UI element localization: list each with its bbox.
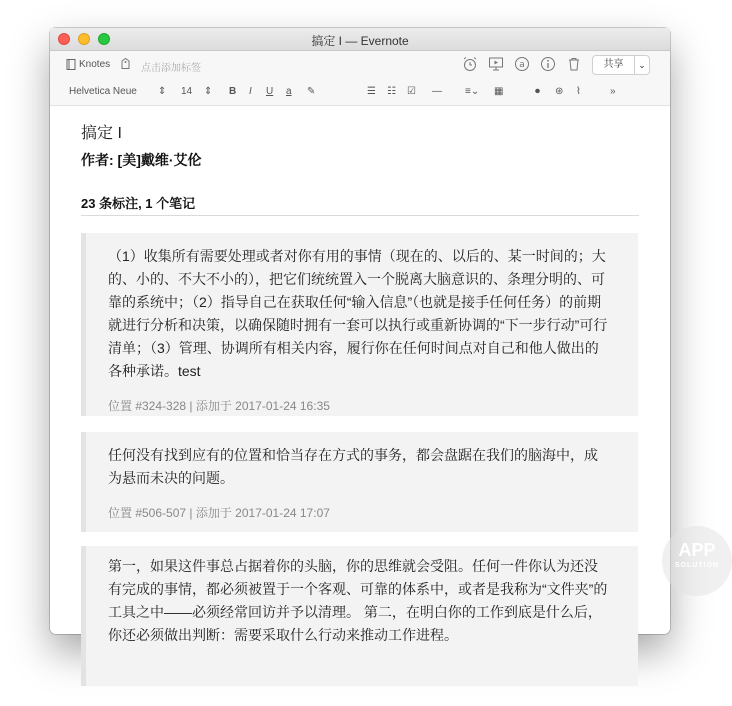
underline-icon[interactable]: U	[266, 86, 274, 97]
highlight-text: 任何没有找到应有的位置和恰当存在方式的事务，都会盘踞在我们的脑海中，成为悬而未决的问题。	[108, 447, 598, 486]
add-tag-input[interactable]: 点击添加标签	[141, 63, 201, 74]
alarm-icon[interactable]	[462, 56, 478, 72]
checkbox-icon[interactable]: ☑	[407, 86, 416, 97]
window-title: 搞定 I — Evernote	[311, 34, 409, 48]
at-share-icon[interactable]	[514, 56, 530, 72]
notebook-icon	[66, 59, 76, 70]
note-title[interactable]: 搞定 I	[81, 125, 122, 142]
font-size-stepper-icon[interactable]: ⇕	[204, 86, 213, 97]
share-button[interactable]	[592, 55, 650, 75]
highlight-block[interactable]	[81, 546, 638, 686]
notebook-selector[interactable]	[66, 59, 110, 70]
svg-text:a: a	[519, 60, 525, 70]
font-family-stepper-icon[interactable]: ⇕	[158, 86, 167, 97]
note-toolbar	[50, 51, 670, 79]
watermark-subtext: SOLUTION	[674, 562, 720, 569]
more-icon[interactable]: »	[610, 86, 616, 97]
share-label: 共享	[593, 56, 635, 74]
chevron-down-icon[interactable]: ⌄	[638, 59, 646, 70]
encrypt-icon[interactable]: ⊛	[555, 86, 564, 97]
italic-icon[interactable]: I	[249, 86, 252, 97]
author: 作者: [美]戴维·艾伦	[81, 152, 202, 168]
microphone-icon[interactable]: ⏺	[535, 86, 540, 97]
trash-icon[interactable]	[566, 56, 582, 72]
highlight-summary: 23 条标注, 1 个笔记	[81, 196, 196, 211]
font-family-select[interactable]: Helvetica Neue	[69, 86, 137, 97]
font-size-select[interactable]: 14	[181, 86, 193, 97]
tag-icon	[121, 58, 130, 69]
align-icon[interactable]: ≡⌄	[465, 86, 480, 97]
title-bar	[50, 28, 670, 51]
watermark-logo	[662, 526, 732, 596]
text-color-icon[interactable]: a	[286, 86, 292, 97]
table-icon[interactable]: ▦	[494, 86, 504, 97]
highlight-icon[interactable]: ✎	[307, 86, 316, 97]
numbered-list-icon[interactable]: ☷	[387, 86, 396, 97]
notebook-name: Knotes	[79, 59, 111, 70]
divider	[81, 215, 639, 216]
horizontal-rule-icon[interactable]: —	[432, 86, 442, 97]
bold-icon[interactable]: B	[229, 86, 237, 97]
note-body[interactable]	[50, 106, 670, 643]
highlight-meta: 位置 #324-328 | 添加于 2017-01-24 16:35	[108, 399, 330, 413]
watermark-text: APP	[678, 540, 716, 560]
highlight-text: 第一，如果这件事总占据着你的头脑，你的思维就会受阻。任何一件你认为还没有完成的事情，都必须被置于一个客观、可靠的体系中，或者是我称为“文件夹”的工具之中——必须经常回访并予以清理。 第二，在明白你的工作到底是什么后，你还必须做出判断：需要采取什么行动来推动工作进程。	[108, 558, 608, 643]
bullet-list-icon[interactable]: ☰	[367, 86, 376, 97]
highlight-block[interactable]	[81, 233, 638, 416]
highlight-block[interactable]	[81, 432, 638, 532]
attachment-icon[interactable]: ⌇	[576, 86, 581, 97]
present-icon[interactable]	[488, 56, 504, 72]
highlight-text: （1）收集所有需要处理或者对你有用的事情（现在的、以后的、某一时间的；大的、小的、不大不小的），把它们统统置入一个脱离大脑意识的、条理分明的、可靠的系统中；（2）指导自己在获取任何“输入信息”（也就是接手任何任务）的前期就进行分析和决策，以确保随时拥有一套可以执行或重新协调的“下一步行动”可行清单；（3）管理、协调所有相关内容，履行你在任何时间点对自己和他人做出的各种承诺。test	[108, 248, 608, 379]
format-toolbar	[50, 79, 670, 106]
info-icon[interactable]	[540, 56, 556, 72]
highlight-meta: 位置 #506-507 | 添加于 2017-01-24 17:07	[108, 506, 330, 520]
evernote-window	[50, 28, 670, 643]
